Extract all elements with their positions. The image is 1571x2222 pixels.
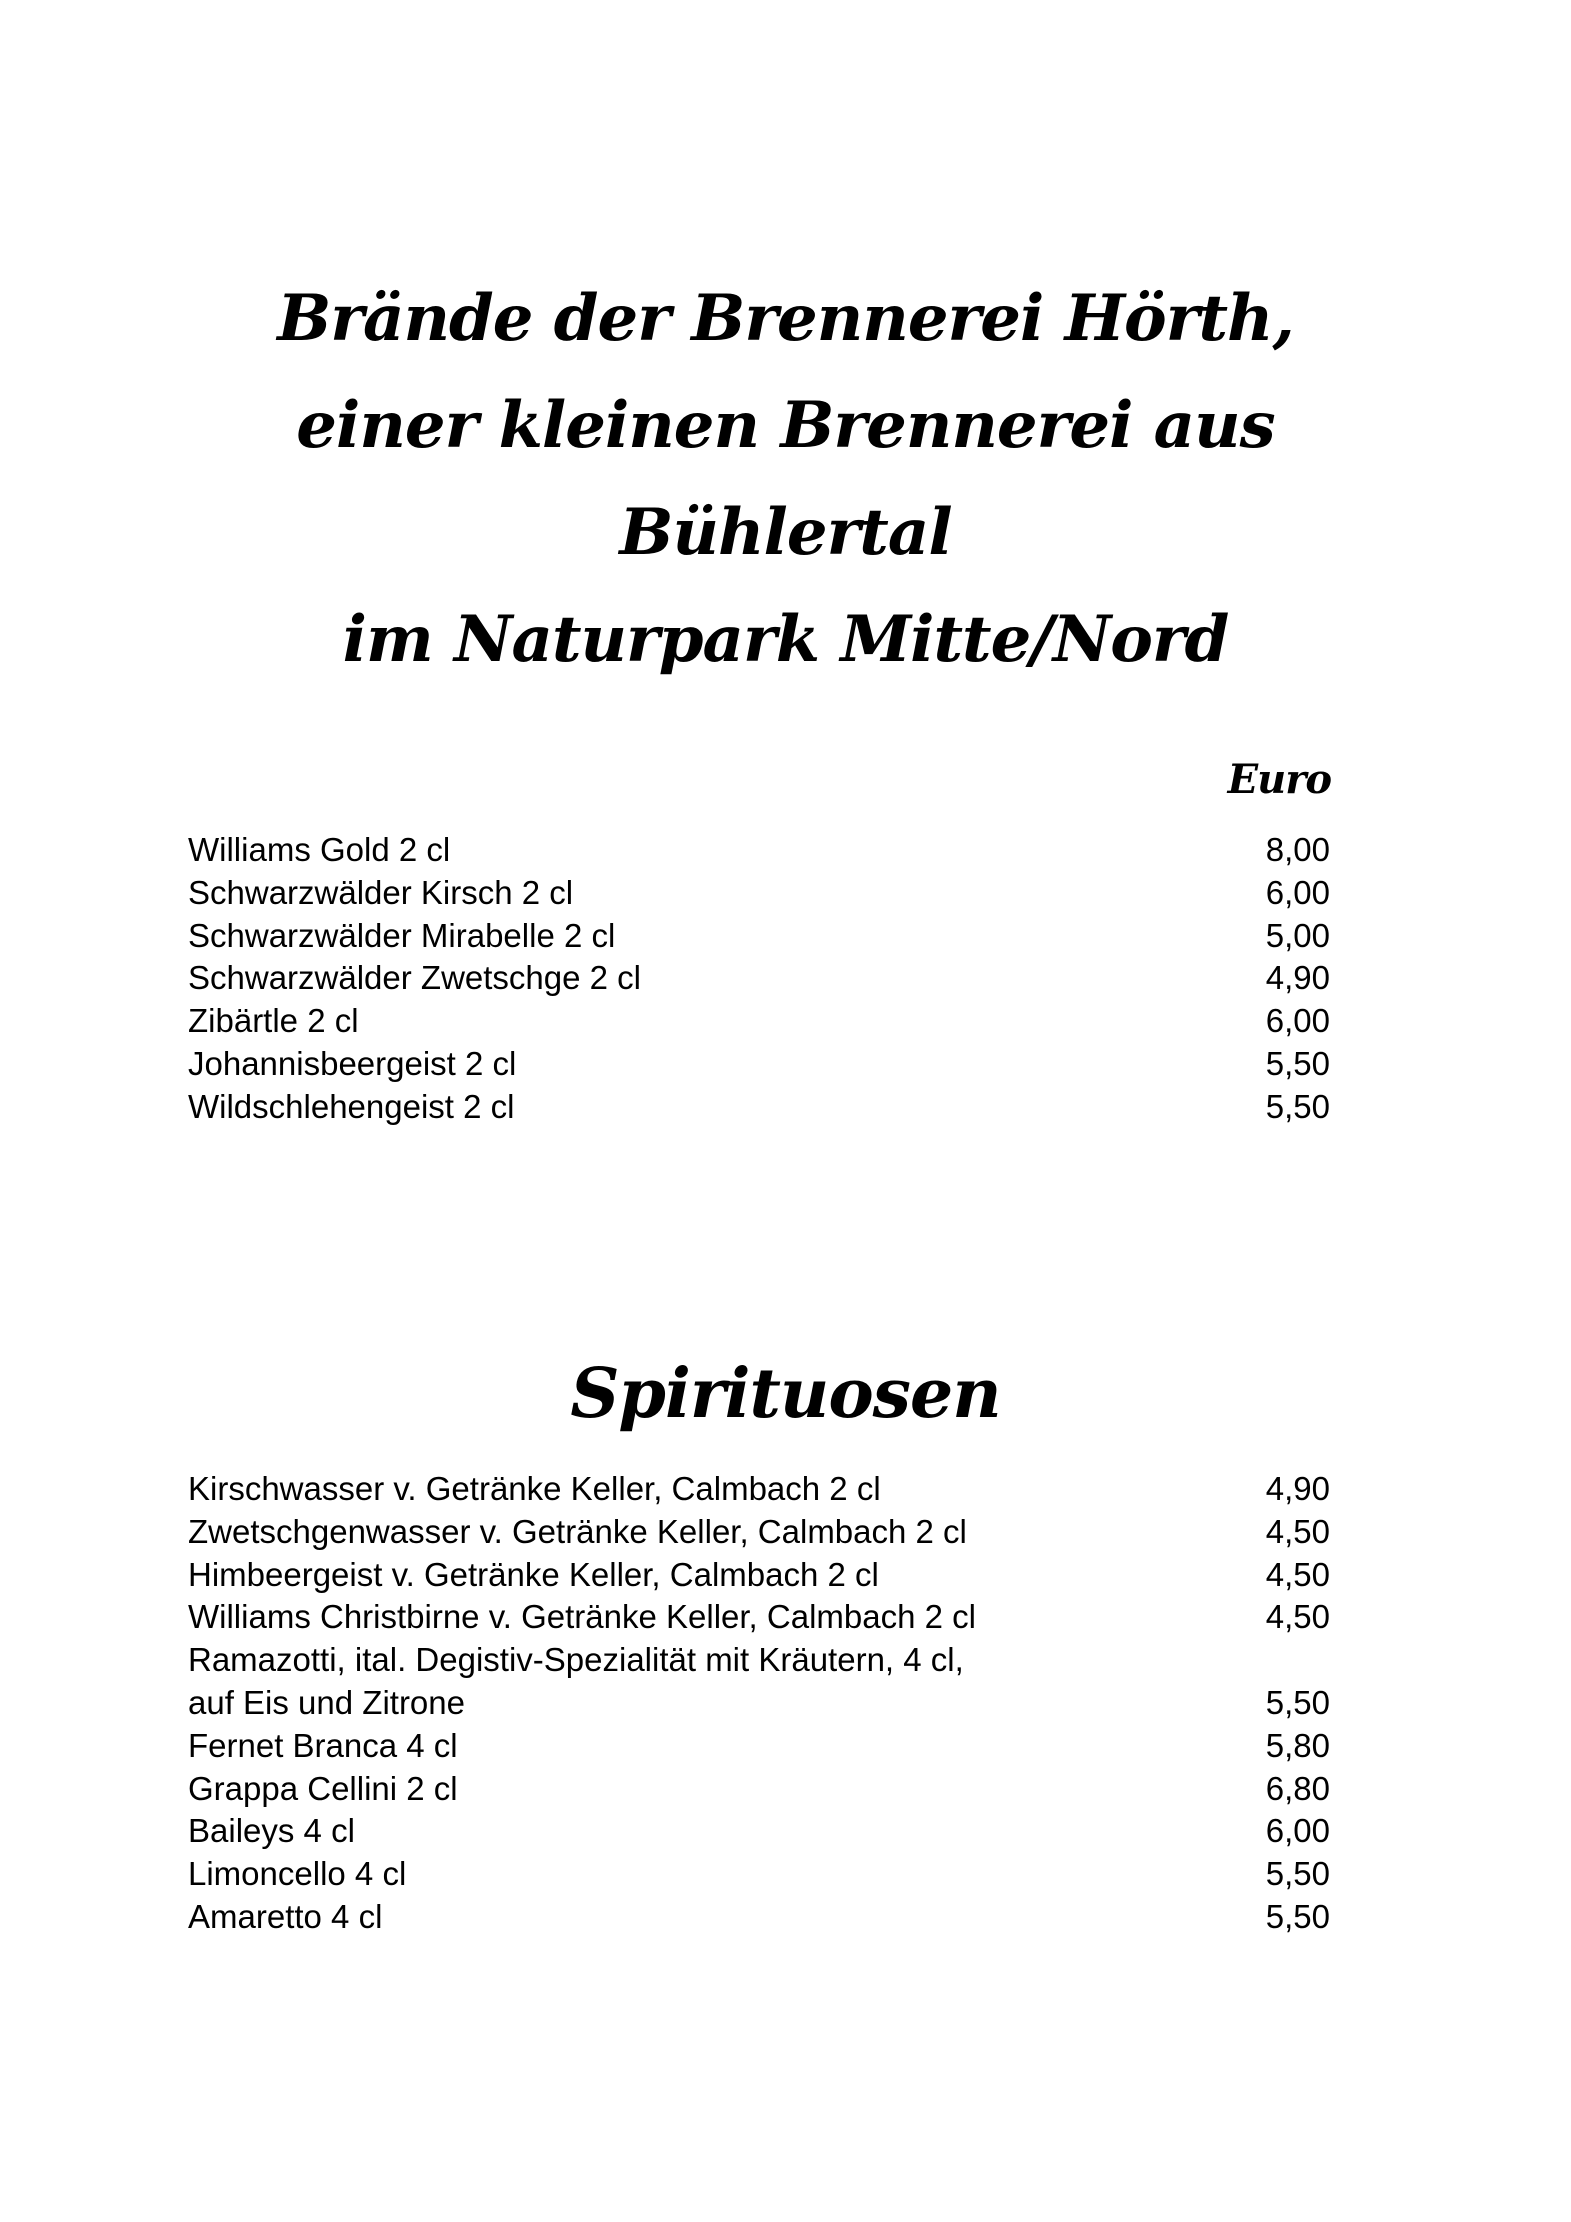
menu-item	[188, 915, 1330, 958]
brennerei-menu-list	[188, 829, 1330, 1129]
menu-item-name: Fernet Branca 4 cl	[188, 1726, 458, 1764]
menu-item-name: Himbeergeist v. Getränke Keller, Calmbach 2 cl	[188, 1555, 879, 1593]
menu-item-price: 6,00	[1265, 1812, 1330, 1850]
menu-item	[188, 1596, 1330, 1639]
menu-item-name: Kirschwasser v. Getränke Keller, Calmbach 2 cl	[188, 1470, 881, 1507]
page-title-line: im Naturpark Mitte/Nord	[342, 602, 1229, 678]
menu-item-name: Zwetschgenwasser v. Getränke Keller, Calmbach 2 cl	[188, 1512, 967, 1550]
menu-item-name: Johannisbeergeist 2 cl	[188, 1044, 517, 1082]
menu-item	[188, 1853, 1330, 1896]
menu-item	[188, 957, 1330, 1000]
currency-label: Euro	[1227, 756, 1331, 803]
menu-item	[188, 872, 1330, 915]
menu-item-price: 8,00	[1265, 831, 1330, 868]
menu-item-price: 4,90	[1265, 1470, 1330, 1507]
menu-item	[188, 1511, 1330, 1554]
menu-item-price: 5,50	[1265, 1087, 1330, 1125]
menu-item-name: Schwarzwälder Kirsch 2 cl	[188, 873, 574, 911]
page-title-line: einer kleinen Brennerei aus	[296, 388, 1275, 464]
menu-item-price: 4,50	[1265, 1598, 1330, 1636]
menu-item-name: Limoncello 4 cl	[188, 1855, 407, 1893]
menu-item-price: 4,50	[1265, 1512, 1330, 1550]
menu-item	[188, 1810, 1330, 1853]
menu-item-price: 4,90	[1265, 959, 1330, 997]
page-title-line: Brände der Brennerei Hörth,	[277, 281, 1294, 357]
menu-item-price: 6,00	[1265, 873, 1330, 911]
menu-item-price: 5,50	[1265, 1855, 1330, 1893]
menu-item	[188, 1896, 1330, 1939]
menu-item-price: 5,50	[1265, 1044, 1330, 1082]
menu-item-name: Williams Christbirne v. Getränke Keller, Calmbach 2 cl	[188, 1598, 976, 1636]
menu-item	[188, 1468, 1330, 1511]
page-title-line: Bühlertal	[619, 495, 952, 571]
menu-item-price: 6,00	[1265, 1002, 1330, 1040]
menu-item-price: 4,50	[1265, 1555, 1330, 1593]
menu-item-name: Williams Gold 2 cl	[188, 831, 451, 868]
spirituosen-menu-list	[188, 1468, 1330, 1939]
menu-item-name: Schwarzwälder Zwetschge 2 cl	[188, 959, 642, 997]
menu-item	[188, 1639, 1330, 1725]
menu-item-name: Ramazotti, ital. Degistiv-Spezialität mit Kräutern, 4 cl, auf Eis und Zitrone	[188, 1641, 964, 1721]
menu-item-price: 6,80	[1265, 1769, 1330, 1807]
section-title-spirituosen: Spirituosen	[570, 1354, 1001, 1435]
menu-item	[188, 1725, 1330, 1768]
menu-item-price: 5,80	[1265, 1726, 1330, 1764]
menu-item-name: Baileys 4 cl	[188, 1812, 355, 1850]
menu-item	[188, 1554, 1330, 1597]
menu-item	[188, 1768, 1330, 1811]
menu-item-name: Schwarzwälder Mirabelle 2 cl	[188, 916, 616, 954]
menu-item	[188, 1043, 1330, 1086]
menu-item-price: 5,50	[1265, 1683, 1330, 1721]
menu-item-price: 5,00	[1265, 916, 1330, 954]
menu-item-name: Amaretto 4 cl	[188, 1897, 383, 1935]
menu-item	[188, 1086, 1330, 1129]
menu-item	[188, 829, 1330, 872]
menu-item	[188, 1000, 1330, 1043]
menu-item-name: Grappa Cellini 2 cl	[188, 1769, 458, 1807]
menu-item-name: Zibärtle 2 cl	[188, 1002, 359, 1040]
menu-item-name: Wildschlehengeist 2 cl	[188, 1087, 515, 1125]
page-title	[0, 265, 1571, 693]
menu-item-price: 5,50	[1265, 1897, 1330, 1935]
